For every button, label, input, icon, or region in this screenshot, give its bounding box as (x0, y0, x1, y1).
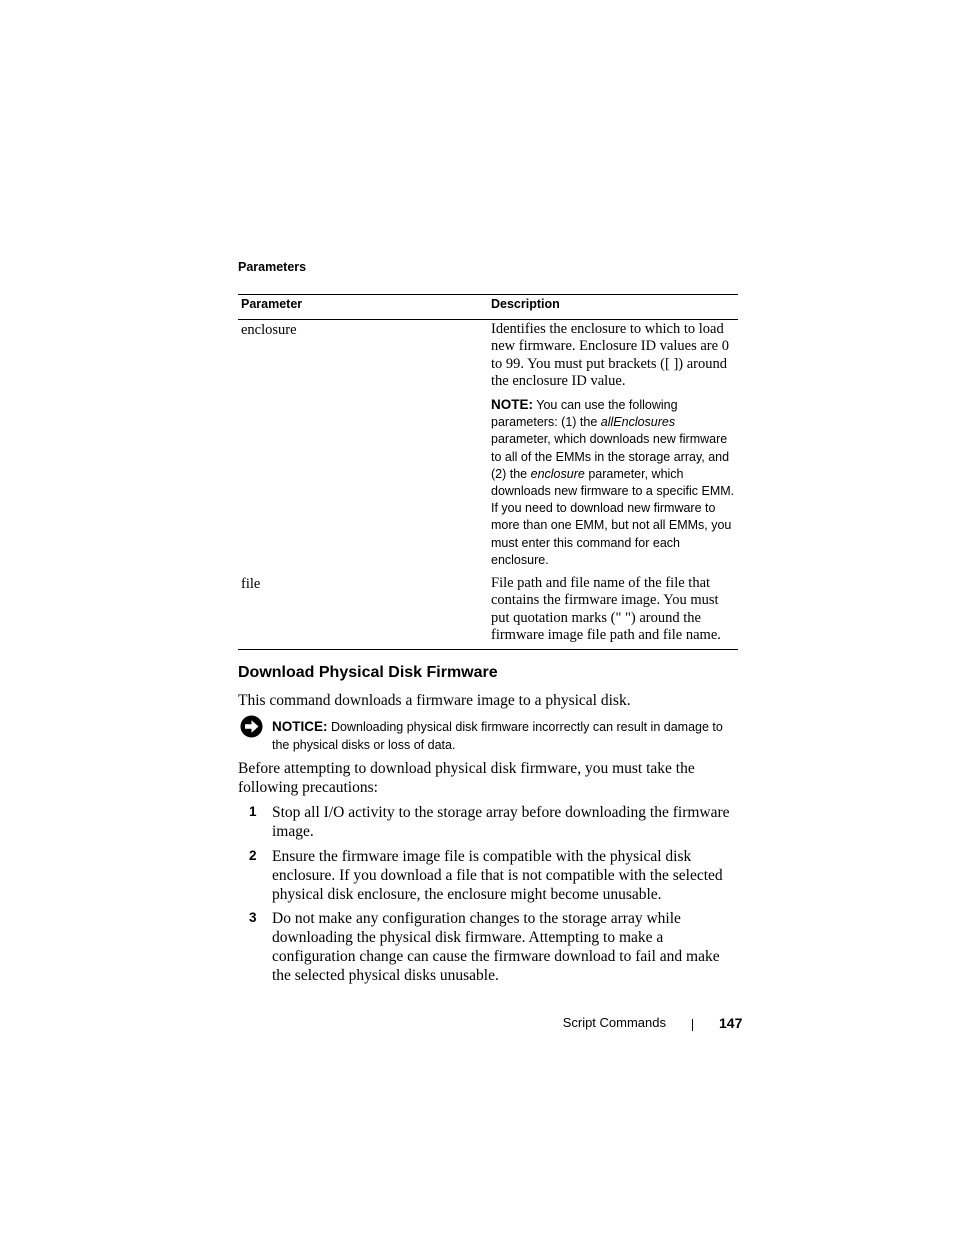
notice-body: Downloading physical disk firmware incorrectly can result in damage to the physical disks or loss of data. (272, 720, 723, 752)
param-name-file: file (241, 576, 261, 592)
table-top-rule (238, 294, 738, 295)
list-item-text: Stop all I/O activity to the storage array before downloading the firmware image. (272, 804, 730, 840)
notice-arrow-icon (240, 715, 263, 738)
footer-section-title: Script Commands (562, 1015, 666, 1030)
table-header-parameter: Parameter (241, 297, 303, 311)
note-label: NOTE: (491, 397, 533, 412)
list-item-number: 3 (249, 910, 257, 925)
table-header-rule (238, 319, 738, 320)
note-param-enclosure: enclosure (530, 466, 585, 481)
table-header-description: Description (491, 297, 560, 311)
param-name-enclosure: enclosure (241, 322, 297, 338)
parameters-heading: Parameters (238, 260, 307, 274)
footer-separator (692, 1019, 693, 1031)
table-bottom-rule (238, 649, 738, 650)
notice-label: NOTICE: (272, 719, 328, 734)
list-item-text: Do not make any configuration changes to the storage array while downloading the physical disk firmware. Attempting to make a configuration change can cause the firmware download to fail and make the selected physical disks unusable. (272, 910, 720, 984)
list-item-number: 1 (249, 804, 257, 819)
intro-paragraph: This command downloads a firmware image to a physical disk. (238, 692, 631, 709)
page-number: 147 (719, 1015, 743, 1031)
list-item-number: 2 (249, 848, 257, 863)
notice-text (272, 718, 734, 754)
note-param-allenclosures: allEnclosures (600, 415, 676, 430)
enclosure-note (491, 396, 737, 569)
note-text-part1: You can use the following parameters: (1) the (491, 398, 678, 430)
list-item-text: Ensure the firmware image file is compatible with the physical disk enclosure. If you download a file that is not compatible with the selected physical disk enclosure, the enclosure might become unusable. (272, 848, 723, 903)
param-description-enclosure: Identifies the enclosure to which to load new firmware. Enclosure ID values are 0 to 99. You must put brackets ([ ]) around the enclosure ID value. (491, 321, 729, 390)
note-text-part3: parameter, which downloads new firmware to a specific EMM. If you need to download new firmware to more than one EMM, but not all EMMs, you must enter this command for each enclosure. (491, 466, 735, 567)
section-heading: Download Physical Disk Firmware (238, 664, 498, 681)
precautions-intro: Before attempting to download physical disk firmware, you must take the following precautions: (238, 760, 695, 796)
note-text-part2: parameter, which downloads new firmware to all of the EMMs in the storage array, and (2) the (491, 432, 730, 481)
param-description-file: File path and file name of the file that contains the firmware image. You must put quotation marks (" ") around the firmware image file path and file name. (491, 575, 721, 644)
